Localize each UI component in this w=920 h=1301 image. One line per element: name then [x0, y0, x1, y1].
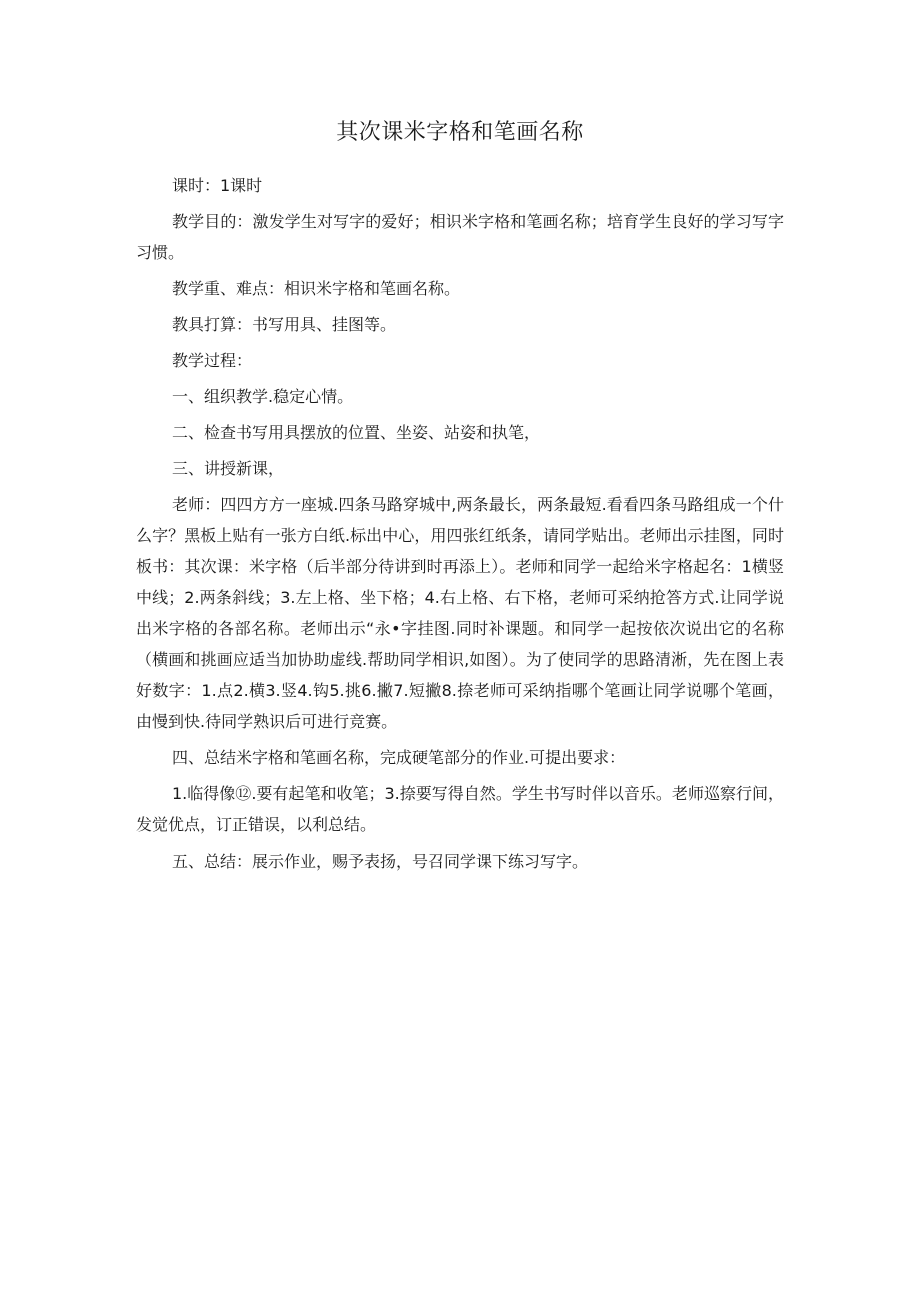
document-title: 其次课米字格和笔画名称 [336, 120, 584, 145]
paragraph-class-hours: 课时：1课时 [172, 176, 263, 195]
paragraph-teaching-goals: 教学目的：激发学生对写字的爱好；相识米字格和笔画名称；培育学生良好的学习写字习惯。 [136, 212, 784, 262]
paragraph-step-three: 三、讲授新课， [172, 459, 285, 478]
paragraph-requirements: 1.临得像⑫.要有起笔和收笔；3.捺要写得自然。学生书写时伴以音乐。老师巡察行间，发觉优点，订正错误，以利总结。 [136, 784, 784, 834]
document-page [136, 118, 784, 882]
paragraph-step-five: 五、总结：展示作业，赐予表扬，号召同学课下练习写字。 [172, 852, 589, 871]
paragraph-teaching-aids: 教具打算：书写用具、挂图等。 [172, 315, 397, 334]
paragraph-process-heading: 教学过程： [172, 351, 253, 370]
paragraph-step-two: 二、检查书写用具摆放的位置、坐姿、站姿和执笔， [172, 423, 541, 442]
paragraph-step-one: 一、组织教学.稳定心情。 [172, 387, 354, 406]
paragraph-step-four: 四、总结米字格和笔画名称，完成硬笔部分的作业.可提出要求： [172, 748, 626, 767]
paragraph-teacher-lesson: 老师：四四方方一座城.四条马路穿城中,两条最长，两条最短.看看四条马路组成一个什么字？黑板上贴有一张方白纸.标出中心，用四张红纸条，请同学贴出。老师出示挂图，同时板书：其次课：米字格（后半部分待讲到时再添上）。老师和同学一起给米字格起名：1横竖中线；2.两条斜线；3.左上格、坐下格；4.右上格、右下格，老师可采纳抢答方式.让同学说出米字格的各部名称。老师出示“永•字挂图.同时补课题。和同学一起按依次说出它的名称（横画和挑画应适当加协助虚线.帮助同学相识,如图）。为了使同学的思路清淅，先在图上表好数字：1.点2.横3.竖4.钩5.挑6.撇7.短撇8.捺老师可采纳指哪个笔画让同学说哪个笔画，由慢到快.待同学熟识后可进行竞赛。 [136, 495, 784, 731]
paragraph-key-points: 教学重、难点：相识米字格和笔画名称。 [172, 279, 461, 298]
